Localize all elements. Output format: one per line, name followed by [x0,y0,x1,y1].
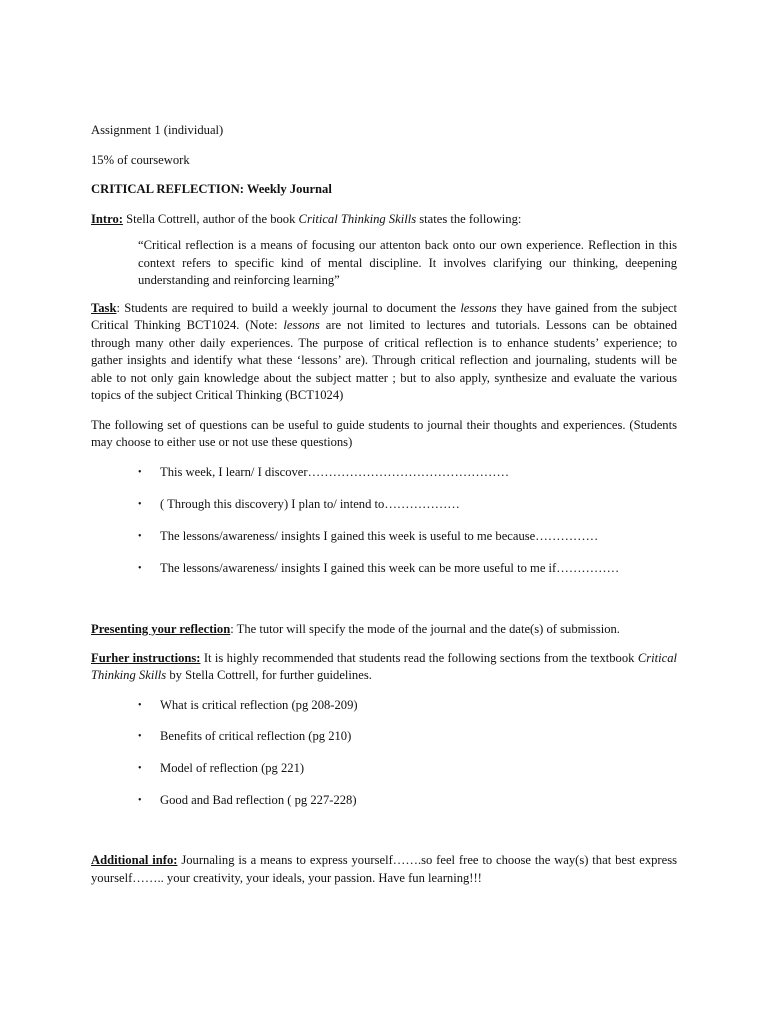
reading-text: Model of reflection (pg 221) [160,760,305,775]
question-list [91,464,677,578]
bullet-icon: • [138,466,142,478]
question-text: This week, I learn/ I discover………………………………………… [160,464,510,479]
bullet-icon: • [138,530,142,542]
coursework-percent: 15% of coursework [91,152,190,167]
intro-book-title: Critical Thinking Skills [298,211,417,226]
bullet-icon: • [138,562,142,574]
intro-text-after: states the following: [416,211,522,226]
presenting-label: Presenting your reflection [91,622,231,636]
intro-label: Intro: [91,211,123,226]
reading-list [91,697,677,810]
task-paragraph [91,300,677,405]
task-text-3: are not limited to lectures and tutorials. Lessons can be obtained through many other daily experiences. The purpose of critical reflection is to enhance students’ experience; to gather insights and identify what these ‘lessons’ are). Through critical reflection and journaling, students will be able to not only gain knowledge about the subject matter ; but to also apply, synthesize and evaluate the various topics of the subject Critical Thinking (BCT1024) [91,318,677,402]
cottrell-quote: “Critical reflection is a means of focusing our attenton back onto our own experience. Reflection in this context refers to specific kind of mental discipline. It involves clarifying our thinking, deepening understanding and reinforcing learning” [138,238,677,287]
bullet-icon: • [138,731,142,743]
bullet-icon: • [138,794,142,806]
questions-intro: The following set of questions can be useful to guide students to journal their thoughts and experiences. (Students may choose to either use or not use these questions) [91,417,677,449]
document-title: CRITICAL REFLECTION: Weekly Journal [91,182,332,196]
further-text-before: It is highly recommended that students read the following sections from the textbook [200,650,638,665]
presenting-text: : The tutor will specify the mode of the journal and the date(s) of submission. [230,622,620,636]
bullet-icon: • [138,762,142,774]
intro-text-before: Stella Cottrell, author of the book [122,211,299,226]
list-item [91,792,677,810]
document-page [91,119,677,887]
task-text-1: : Students are required to build a weekly journal to document the [116,300,461,315]
reading-text: What is critical reflection (pg 208-209) [160,697,358,712]
additional-info-paragraph [91,852,677,887]
additional-text: Journaling is a means to express yourself…….so feel free to choose the way(s) that best express yourself…….. your creativity, your ideals, your passion. Have fun learning!!! [91,853,678,885]
task-lessons-2: lessons [283,318,320,332]
assignment-label: Assignment 1 (individual) [91,123,224,137]
list-item [91,528,677,546]
list-item [91,560,677,578]
reading-text: Benefits of critical reflection (pg 210) [160,729,352,744]
additional-label: Additional info: [91,853,178,868]
question-text: ( Through this discovery) I plan to/ intend to……………… [160,496,460,511]
further-text-after: by Stella Cottrell, for further guidelines. [166,668,372,682]
further-book-title: Critical Thinking Skills [91,650,677,682]
question-text: The lessons/awareness/ insights I gained this week can be more useful to me if…………… [160,560,620,575]
intro-paragraph [91,211,677,229]
list-item [91,728,677,746]
task-lessons-1: lessons [460,300,497,315]
further-instructions-paragraph [91,650,677,685]
list-item [91,496,677,514]
question-text: The lessons/awareness/ insights I gained this week is useful to me because…………… [160,528,599,543]
task-text-2: they have gained from the subject Critical Thinking BCT1024. (Note: [91,300,678,332]
reading-text: Good and Bad reflection ( pg 227-228) [160,792,357,807]
list-item [91,464,677,482]
list-item [91,760,677,778]
further-label: Furher instructions: [91,650,201,665]
task-label: Task [91,300,117,315]
bullet-icon: • [138,699,142,711]
list-item [91,697,677,715]
presenting-paragraph [91,621,677,639]
bullet-icon: • [138,498,142,510]
